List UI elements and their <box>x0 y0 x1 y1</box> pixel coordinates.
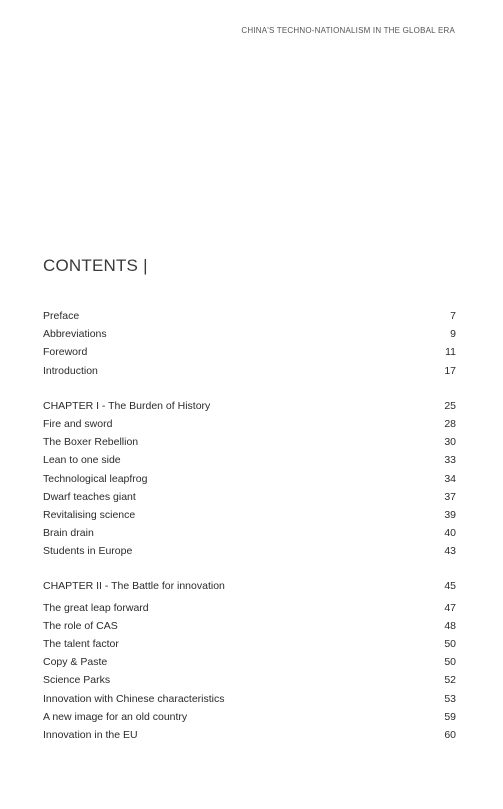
toc-entry-copy-and-paste[interactable] <box>43 653 456 671</box>
toc-entry-fire-and-sword[interactable] <box>43 415 456 433</box>
toc-entry-abbreviations[interactable] <box>43 325 456 343</box>
toc-entry-label: Innovation in the EU <box>43 728 138 741</box>
toc-entry-label: CHAPTER II - The Battle for innovation <box>43 580 225 593</box>
toc-entry-page: 45 <box>444 580 456 593</box>
toc-entry-label: Lean to one side <box>43 454 121 467</box>
toc-entry-label: Students in Europe <box>43 545 133 558</box>
toc-entry-page: 11 <box>445 346 456 359</box>
toc-entry-label: Preface <box>43 310 80 322</box>
toc-entry-page: 37 <box>444 490 456 503</box>
toc-entry-page: 25 <box>444 399 456 412</box>
toc-entry-great-leap-forward[interactable] <box>43 599 456 617</box>
toc-entry-page: 9 <box>450 328 456 341</box>
toc-entry-label: Science Parks <box>43 674 111 687</box>
toc-entry-talent-factor[interactable] <box>43 635 456 653</box>
toc-entry-page: 28 <box>444 417 456 430</box>
toc-entry-preface[interactable] <box>43 307 456 325</box>
toc-entry-label: CHAPTER I - The Burden of History <box>43 399 211 412</box>
toc-entry-page: 52 <box>444 674 456 687</box>
toc-entry-boxer-rebellion[interactable] <box>43 433 456 451</box>
toc-entry-label: Innovation with Chinese characteristics <box>43 692 225 705</box>
toc-entry-page: 59 <box>444 710 456 723</box>
toc-entry-page: 30 <box>444 436 456 449</box>
toc-entry-page: 48 <box>444 619 456 632</box>
toc-chapter-2-heading[interactable] <box>43 577 456 595</box>
toc-entry-students-in-europe[interactable] <box>43 542 456 560</box>
toc-entry-page: 34 <box>444 472 456 485</box>
section-gap <box>43 380 456 397</box>
toc-entry-label: The great leap forward <box>43 601 149 614</box>
toc-entry-label: Dwarf teaches giant <box>43 490 136 503</box>
toc-entry-page: 43 <box>444 545 456 558</box>
toc-entry-page: 39 <box>444 508 456 521</box>
toc-entry-page: 33 <box>444 454 456 467</box>
toc-entry-new-image-old-country[interactable] <box>43 708 456 726</box>
toc-entry-label: Foreword <box>43 346 88 359</box>
toc-entry-technological-leapfrog[interactable] <box>43 470 456 488</box>
section-gap <box>43 560 456 577</box>
toc-entry-revitalising-science[interactable] <box>43 506 456 524</box>
toc-entry-label: The role of CAS <box>43 619 118 632</box>
toc-entry-label: Abbreviations <box>43 328 107 341</box>
contents-heading <box>43 256 148 276</box>
toc-entry-label: The Boxer Rebellion <box>43 436 139 449</box>
toc-entry-label: Introduction <box>43 364 98 377</box>
toc-entry-page: 50 <box>444 638 456 650</box>
toc-entry-foreword[interactable] <box>43 343 456 361</box>
toc-entry-brain-drain[interactable] <box>43 524 456 542</box>
toc-entry-science-parks[interactable] <box>43 671 456 689</box>
toc-entry-innovation-in-the-eu[interactable] <box>43 726 456 744</box>
toc-entry-label: The talent factor <box>43 638 119 650</box>
toc-entry-label: A new image for an old country <box>43 710 188 723</box>
contents-title-text: CONTENTS <box>43 256 139 275</box>
toc-entry-page: 47 <box>444 601 456 614</box>
toc-entry-lean-to-one-side[interactable] <box>43 451 456 469</box>
toc-entry-introduction[interactable] <box>43 362 456 380</box>
toc-entry-page: 53 <box>444 692 456 705</box>
toc-entry-innovation-chinese-characteristics[interactable] <box>43 690 456 708</box>
toc-entry-dwarf-teaches-giant[interactable] <box>43 488 456 506</box>
toc-entry-page: 40 <box>444 527 456 540</box>
running-header: CHINA'S TECHNO-NATIONALISM IN THE GLOBAL ERA <box>241 26 455 35</box>
toc-entry-role-of-cas[interactable] <box>43 617 456 635</box>
contents-title-bar: | <box>143 256 148 275</box>
toc-entry-page: 50 <box>444 656 456 669</box>
toc-entry-label: Fire and sword <box>43 417 113 430</box>
toc-entry-label: Technological leapfrog <box>43 472 148 485</box>
toc-entry-label: Copy & Paste <box>43 656 108 669</box>
toc-entry-page: 17 <box>444 364 456 377</box>
toc-chapter-1-heading[interactable] <box>43 397 456 415</box>
table-of-contents <box>43 307 456 744</box>
toc-entry-page: 60 <box>444 728 456 741</box>
toc-entry-page: 7 <box>450 310 456 322</box>
toc-entry-label: Revitalising science <box>43 508 136 521</box>
toc-entry-label: Brain drain <box>43 527 94 540</box>
